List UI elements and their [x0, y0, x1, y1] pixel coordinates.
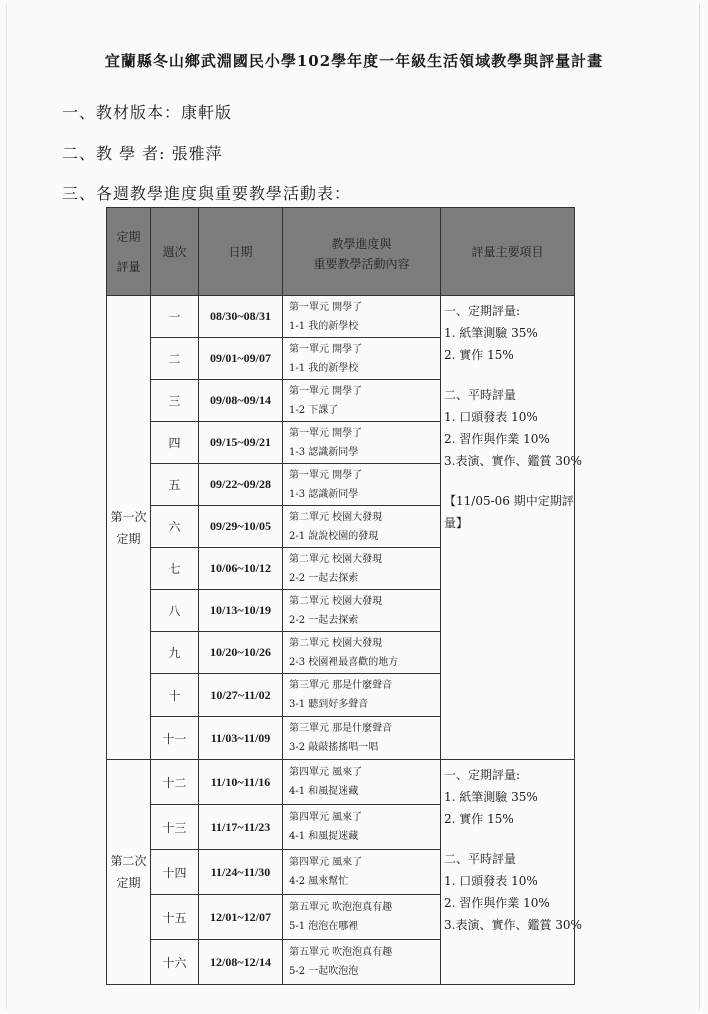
teacher: 二、教 學 者: 張雅萍 [62, 144, 223, 163]
lesson-title: 5-2 一起吹泡泡 [289, 966, 359, 977]
content-cell [283, 506, 441, 548]
week-cell: 十五 [151, 895, 199, 940]
lesson-title: 1-2 下課了 [289, 404, 339, 416]
content-cell [283, 632, 441, 674]
header-week: 週次 [151, 208, 199, 296]
date-cell: 12/01~12/07 [199, 895, 283, 940]
eval-label-line: 第一次 [110, 509, 147, 524]
lesson-title: 3-2 敲敲搖搖唱一唱 [289, 742, 379, 753]
week-cell: 七 [151, 548, 199, 590]
assessment-item: 2. 實作 15% [444, 348, 514, 362]
assessment-item: 二、平時評量 [444, 852, 517, 866]
table-row [107, 760, 575, 805]
assessment-item [444, 366, 574, 384]
document-title: 宜蘭縣冬山鄉武淵國民小學102學年度一年級生活領域教學與評量計畫 [104, 52, 604, 70]
assessment-items-cell [441, 760, 582, 985]
lesson-title: 2-2 一起去探索 [289, 614, 359, 626]
assessment-item: 二、平時評量 [444, 388, 517, 402]
unit-title: 第四單元 風來了 [289, 812, 363, 823]
lesson-title: 4-1 和風捉迷藏 [289, 831, 359, 842]
lesson-title: 1-1 我的新學校 [289, 320, 359, 332]
week-cell: 四 [151, 422, 199, 464]
unit-title: 第一單元 開學了 [289, 469, 363, 481]
assessment-item: 3.表演、實作、鑑賞 30% [444, 454, 582, 468]
schedule-table [106, 207, 582, 985]
week-cell: 二 [151, 338, 199, 380]
header-items: 評量主要項目 [441, 208, 575, 296]
week-cell: 三 [151, 380, 199, 422]
unit-title: 第一單元 開學了 [289, 385, 363, 397]
assessment-item: 1. 紙筆測驗 35% [444, 790, 538, 804]
week-cell: 十四 [151, 850, 199, 895]
schedule-heading: 三、各週教學進度與重要教學活動表： [62, 184, 352, 203]
date-cell: 10/20~10/26 [199, 632, 283, 674]
date-cell: 09/08~09/14 [199, 380, 283, 422]
content-cell [283, 590, 441, 632]
assessment-item: 一、定期評量: [444, 304, 521, 318]
week-cell: 六 [151, 506, 199, 548]
lesson-title: 1-3 認識新同學 [289, 446, 359, 458]
unit-title: 第二單元 校園大發現 [289, 511, 383, 523]
unit-title: 第二單元 校園大發現 [289, 595, 383, 607]
assessment-item: 一、定期評量: [444, 768, 521, 782]
date-cell: 10/06~10/12 [199, 548, 283, 590]
assessment-items-cell [441, 296, 582, 760]
unit-title: 第五單元 吹泡泡真有趣 [289, 902, 393, 913]
eval-label-line: 定期 [116, 531, 141, 546]
content-cell [283, 805, 441, 850]
content-cell [283, 674, 441, 717]
unit-title: 第二單元 校園大發現 [289, 637, 383, 649]
unit-title: 第四單元 風來了 [289, 857, 363, 868]
eval-label-line: 定期 [116, 876, 141, 890]
date-cell: 09/22~09/28 [199, 464, 283, 506]
lesson-title: 3-1 聽到好多聲音 [289, 699, 369, 710]
assessment-item: 1. 紙筆測驗 35% [444, 326, 538, 340]
assessment-item: 【11/05-06 期中定期評 [444, 494, 574, 508]
header-date: 日期 [199, 208, 283, 296]
content-cell [283, 548, 441, 590]
week-cell: 十一 [151, 717, 199, 760]
week-cell: 十六 [151, 940, 199, 985]
eval-label-line: 第二次 [110, 854, 147, 868]
week-cell: 九 [151, 632, 199, 674]
week-cell: 十 [151, 674, 199, 717]
date-cell: 09/01~09/07 [199, 338, 283, 380]
assessment-item [444, 830, 574, 848]
content-cell [283, 895, 441, 940]
textbook-version: 一、教材版本：康軒版 [62, 103, 233, 122]
date-cell: 10/13~10/19 [199, 590, 283, 632]
content-cell [283, 380, 441, 422]
content-cell [283, 760, 441, 805]
date-cell: 09/29~10/05 [199, 506, 283, 548]
week-cell: 五 [151, 464, 199, 506]
content-cell [283, 717, 441, 760]
week-cell: 八 [151, 590, 199, 632]
date-cell: 11/24~11/30 [199, 850, 283, 895]
lesson-title: 2-3 校園裡最喜歡的地方 [289, 656, 399, 668]
lesson-title: 2-2 一起去探索 [289, 572, 359, 584]
assessment-item: 2. 實作 15% [444, 812, 514, 826]
content-cell [283, 940, 441, 985]
assessment-item: 1. 口頭發表 10% [444, 410, 538, 424]
week-cell: 十三 [151, 805, 199, 850]
eval-period-cell [107, 760, 151, 985]
assessment-item: 2. 習作與作業 10% [444, 896, 550, 910]
content-cell [283, 338, 441, 380]
header-eval: 定期評量 [107, 208, 151, 296]
week-cell: 十二 [151, 760, 199, 805]
unit-title: 第三單元 那是什麼聲音 [289, 723, 393, 734]
date-cell: 09/15~09/21 [199, 422, 283, 464]
unit-title: 第五單元 吹泡泡真有趣 [289, 947, 393, 958]
lesson-title: 4-2 風來幫忙 [289, 876, 349, 887]
lesson-title: 4-1 和風捉迷藏 [289, 786, 359, 797]
date-cell: 11/03~11/09 [199, 717, 283, 760]
lesson-title: 1-1 我的新學校 [289, 362, 359, 374]
unit-title: 第一單元 開學了 [289, 427, 363, 439]
unit-title: 第二單元 校園大發現 [289, 553, 383, 565]
unit-title: 第四單元 風來了 [289, 767, 363, 778]
week-cell: 一 [151, 296, 199, 338]
assessment-item: 2. 習作與作業 10% [444, 432, 550, 446]
content-cell [283, 422, 441, 464]
content-cell [283, 464, 441, 506]
assessment-item: 1. 口頭發表 10% [444, 874, 538, 888]
assessment-item [444, 472, 574, 490]
date-cell: 11/10~11/16 [199, 760, 283, 805]
assessment-item: 3.表演、實作、鑑賞 30% [444, 918, 582, 932]
table-row [107, 296, 575, 338]
table-header-row [107, 208, 575, 296]
date-cell: 12/08~12/14 [199, 940, 283, 985]
content-cell [283, 850, 441, 895]
assessment-item: 量】 [444, 516, 469, 530]
header-content: 教學進度與 重要教學活動內容 [283, 208, 441, 296]
date-cell: 11/17~11/23 [199, 805, 283, 850]
unit-title: 第一單元 開學了 [289, 343, 363, 355]
unit-title: 第三單元 那是什麼聲音 [289, 680, 393, 691]
lesson-title: 1-3 認識新同學 [289, 488, 359, 500]
date-cell: 08/30~08/31 [199, 296, 283, 338]
content-cell [283, 296, 441, 338]
lesson-title: 5-1 泡泡在哪裡 [289, 921, 359, 932]
eval-period-cell [107, 296, 151, 760]
unit-title: 第一單元 開學了 [289, 301, 363, 313]
date-cell: 10/27~11/02 [199, 674, 283, 717]
lesson-title: 2-1 說說校園的發現 [289, 530, 379, 542]
